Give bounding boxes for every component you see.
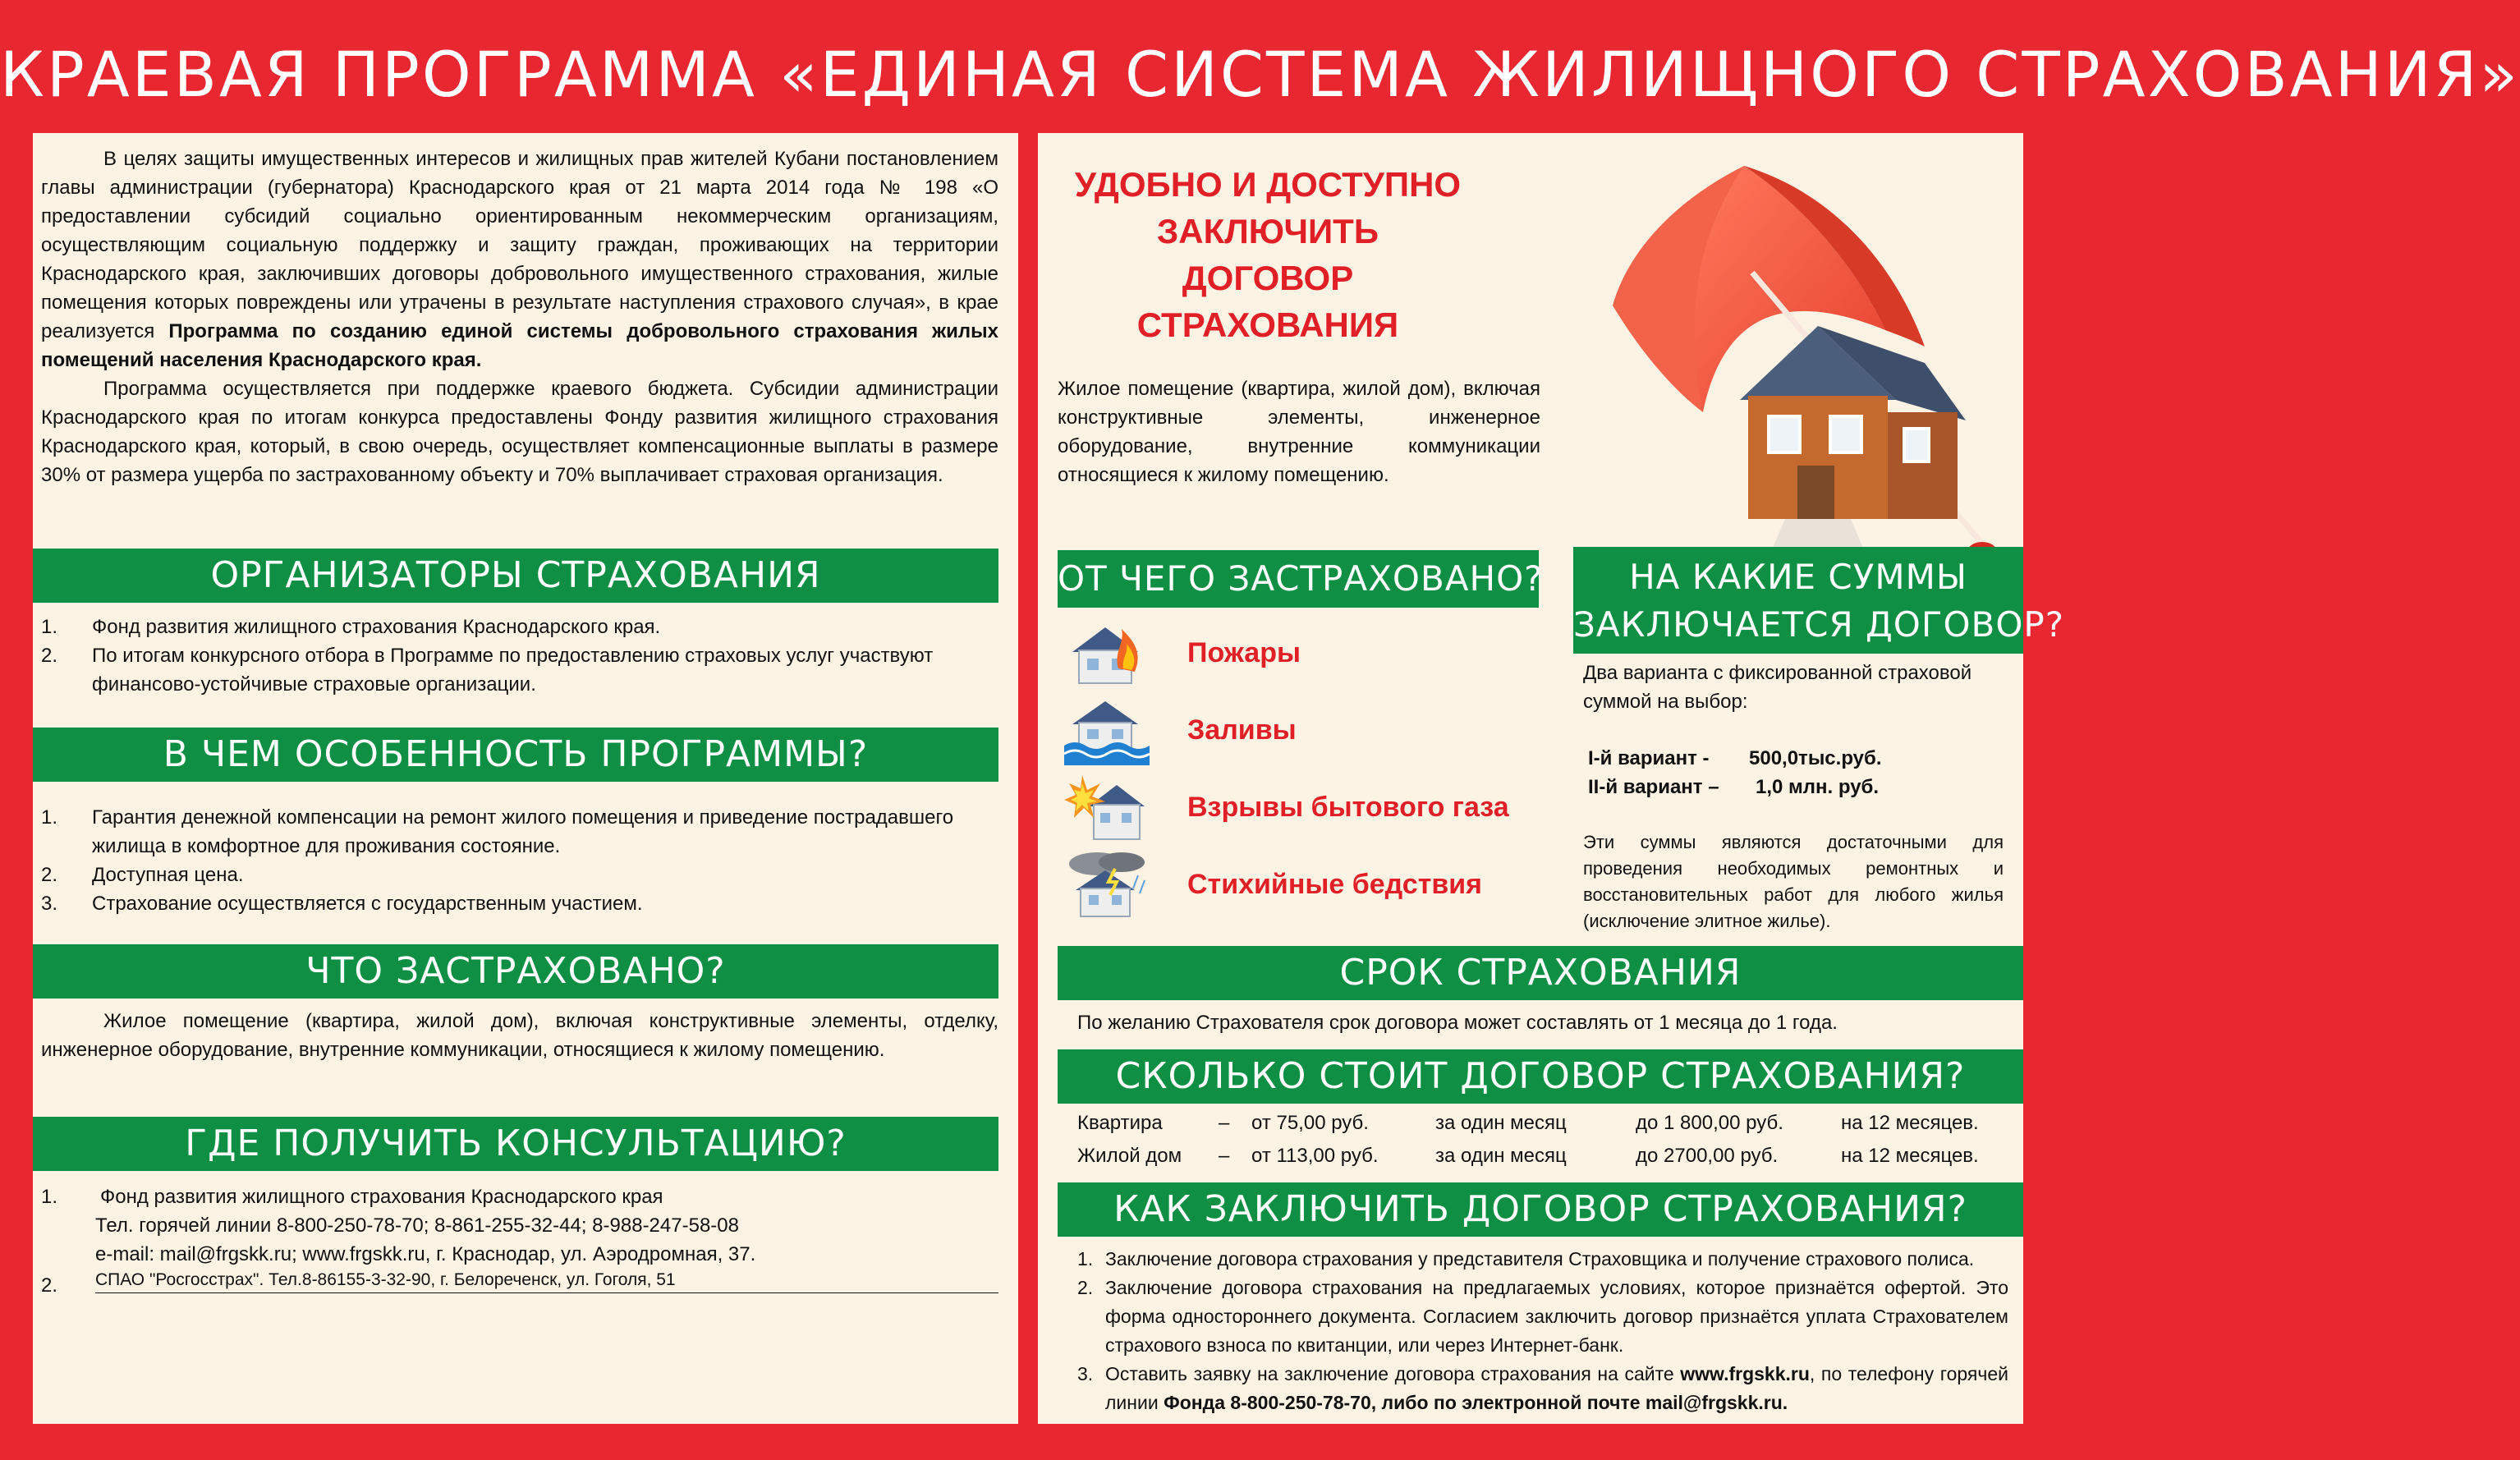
intro-text: В целях защиты имущественных интересов и жилищных прав жителей Кубани постановлением главы администрации (губернатора) Краснодарского края от 21 марта 2014 года № 198 «О предоставлении субсидий социально ориентированным некоммерческим организациям, осуществляющим социальную поддержку и защиту граждан, проживающих на территории Краснодарского края, заключивших договоры добровольного имущественного страхования, жилые помещения которых повреждены или утрачены в результате наступления страхового случая», в крае реализуется xyxy=(41,148,998,342)
list-text: Доступная цена. xyxy=(92,864,244,886)
cost-type: Квартира xyxy=(1077,1112,1163,1134)
consult-phones: Тел. горячей линии 8-800-250-78-70; 8-861-255-32-44; 8-988-247-58-08 xyxy=(95,1214,739,1237)
headline-line: ДОГОВОР xyxy=(1182,259,1354,297)
hazard-flood xyxy=(1064,696,1524,765)
consult-heading-text: ГДЕ ПОЛУЧИТЬ КОНСУЛЬТАЦИЮ? xyxy=(185,1123,847,1164)
term-text: По желанию Страхователя срок договора может составлять от 1 месяца до 1 года. xyxy=(1077,1012,1838,1034)
hazard-disaster xyxy=(1064,851,1524,920)
poster-title: КРАЕВАЯ ПРОГРАММА «ЕДИНАЯ СИСТЕМА ЖИЛИЩНОГО СТРАХОВАНИЯ» xyxy=(0,38,2520,111)
hazard-fire xyxy=(1064,619,1524,688)
sums-intro: Два варианта с фиксированной страховой суммой на выбор: xyxy=(1583,662,1972,713)
insured-heading-text: ЧТО ЗАСТРАХОВАНО? xyxy=(305,950,726,992)
list-number: 2. xyxy=(41,645,58,667)
howto-heading-text: КАК ЗАКЛЮЧИТЬ ДОГОВОР СТРАХОВАНИЯ? xyxy=(1113,1188,1967,1230)
insured-heading xyxy=(33,944,998,999)
hazard-label: Заливы xyxy=(1187,714,1297,746)
cost-dash: – xyxy=(1219,1112,1230,1134)
house-fire-icon xyxy=(1064,619,1150,688)
organizers-heading xyxy=(33,549,998,603)
list-item xyxy=(33,861,969,889)
cost-term: на 12 месяцев. xyxy=(1841,1112,1979,1134)
howto-heading xyxy=(1058,1182,2023,1237)
insured-paragraph: Жилое помещение (квартира, жилой дом), включая конструктивные элементы, отделку, инженерное оборудование, внутренние коммуникации, относящиеся к жилому помещению. xyxy=(41,1010,998,1061)
organizers-list xyxy=(33,613,969,699)
sums-note: Эти суммы являются достаточными для проведения необходимых ремонтных и восстановительных работ для любого жилья (исключение элитное жилье). xyxy=(1583,832,2004,931)
cost-type: Жилой дом xyxy=(1077,1145,1182,1167)
list-text: Заключение договора страхования на предлагаемых условиях, которое признаётся офертой. Это форма одностороннего документа. Согласием заключить договор признаётся уплата Страхователем страхового взноса по квитанции, или через Интернет-банк. xyxy=(1105,1277,2008,1356)
variant-label: I-й вариант - xyxy=(1588,747,1710,769)
list-item xyxy=(33,641,969,699)
cost-upto: до 1 800,00 руб. xyxy=(1636,1112,1783,1134)
consult-fund-name: Фонд развития жилищного страхования Краснодарского края xyxy=(100,1186,663,1208)
list-item xyxy=(1058,1274,2008,1360)
contact-bold-text: Фонда 8-800-250-78-70, либо по электронной почте mail@frgskk.ru. xyxy=(1164,1392,1788,1413)
list-item xyxy=(33,889,969,918)
list-number: 1. xyxy=(41,1186,58,1208)
list-item xyxy=(1058,1245,2008,1274)
list-number: 3. xyxy=(41,893,58,915)
list-number: 1. xyxy=(41,616,58,638)
headline xyxy=(1054,161,1481,348)
hazard-label: Взрывы бытового газа xyxy=(1187,792,1509,823)
cost-heading-text: СКОЛЬКО СТОИТ ДОГОВОР СТРАХОВАНИЯ? xyxy=(1115,1055,1966,1097)
headline-line: СТРАХОВАНИЯ xyxy=(1136,305,1399,344)
cost-dash: – xyxy=(1219,1145,1230,1167)
hazard-gas xyxy=(1064,774,1524,842)
features-heading-text: В ЧЕМ ОСОБЕННОСТЬ ПРОГРАММЫ? xyxy=(163,733,869,775)
features-heading xyxy=(33,728,998,782)
list-number: 1. xyxy=(1077,1248,1094,1269)
sums-heading xyxy=(1573,547,2065,654)
cost-period: за один месяц xyxy=(1435,1145,1567,1167)
list-item xyxy=(33,803,969,861)
list-number: 2. xyxy=(41,864,58,886)
consult-email: e-mail: mail@frgskk.ru; www.frgskk.ru, г. Краснодар, ул. Аэродромная, 37. xyxy=(95,1243,756,1265)
cost-heading xyxy=(1058,1049,2023,1104)
dwelling-paragraph: Жилое помещение (квартира, жилой дом), включая конструктивные элементы, инженерное оборудование, внутренние коммуникации относящиеся к жилому помещению. xyxy=(1058,378,1540,486)
list-text: По итогам конкурсного отбора в Программе по предоставлению страховых услуг участвуют финансово-устойчивые страховые организации. xyxy=(92,645,934,696)
hazard-label: Пожары xyxy=(1187,637,1301,668)
list-text: Гарантия денежной компенсации на ремонт жилого помещения и приведение пострадавшего жилища в комфортное для проживания состояние. xyxy=(92,806,954,857)
organizers-heading-text: ОРГАНИЗАТОРЫ СТРАХОВАНИЯ xyxy=(210,554,821,596)
term-heading xyxy=(1058,946,2023,1000)
headline-line: ЗАКЛЮЧИТЬ xyxy=(1156,212,1379,250)
variant-2 xyxy=(1588,773,2015,801)
list-item xyxy=(33,613,969,641)
cost-upto: до 2700,00 руб. xyxy=(1636,1145,1779,1167)
intro-paragraph xyxy=(41,145,998,374)
site-link[interactable]: www.frgskk.ru xyxy=(1680,1363,1810,1384)
term-heading-text: СРОК СТРАХОВАНИЯ xyxy=(1339,952,1742,994)
budget-paragraph: Программа осуществляется при поддержке краевого бюджета. Субсидии администрации Краснодарского края по итогам конкурса предоставлены Фонду развития жилищного страхования Краснодарского края, который, в свою очередь, осуществляет компенсационные выплаты в размере 30% от размера ущерба по застрахованному объекту и 70% выплачивает страховая организация. xyxy=(41,378,998,486)
house-flood-icon xyxy=(1064,696,1150,765)
right-panel xyxy=(1038,133,2065,1424)
list-text: Оставить заявку на заключение договора страхования на сайте xyxy=(1105,1363,1681,1384)
list-text: Фонд развития жилищного страхования Краснодарского края. xyxy=(92,616,661,638)
cost-from: от 75,00 руб. xyxy=(1251,1112,1369,1134)
cost-period: за один месяц xyxy=(1435,1112,1567,1134)
hazards-heading xyxy=(1058,550,1544,608)
list-text: Страхование осуществляется с государственным участием. xyxy=(92,893,643,915)
left-panel xyxy=(33,133,1018,1424)
cost-term: на 12 месяцев. xyxy=(1841,1145,1979,1167)
list-item xyxy=(1058,1360,2008,1417)
list-text: , по телефону горячей линии xyxy=(1105,1363,2008,1413)
consult-block xyxy=(33,1182,998,1297)
consult-heading xyxy=(33,1117,998,1171)
variant-value: 500,0тыс.руб. xyxy=(1749,747,1882,769)
cost-from: от 113,00 руб. xyxy=(1251,1145,1379,1167)
hazard-label: Стихийные бедствия xyxy=(1187,869,1482,900)
sums-variants xyxy=(1588,744,2015,801)
intro-bold-text: Программа по созданию единой системы добровольного страхования жилых помещений населения Краснодарского края. xyxy=(41,320,999,371)
features-list xyxy=(33,803,969,918)
variant-value: 1,0 млн. руб. xyxy=(1756,776,1880,798)
list-number: 2. xyxy=(1077,1277,1094,1298)
hazards-heading-text: ОТ ЧЕГО ЗАСТРАХОВАНО? xyxy=(1058,558,1544,599)
howto-list xyxy=(1058,1245,2008,1417)
headline-line: УДОБНО И ДОСТУПНО xyxy=(1074,165,1462,204)
list-number: 2. xyxy=(41,1274,58,1297)
sums-heading-line: НА КАКИЕ СУММЫ xyxy=(1629,557,1967,597)
variant-1 xyxy=(1588,744,2015,773)
house-storm-icon xyxy=(1064,851,1150,920)
house-explosion-icon xyxy=(1064,774,1150,842)
list-text: Заключение договора страхования у представителя Страховщика и получение страхового полиса. xyxy=(1105,1248,1975,1269)
sums-heading-line: ЗАКЛЮЧАЕТСЯ ДОГОВОР? xyxy=(1573,604,2065,645)
consult-rosgosstrakh: СПАО "Росгосстрах". Тел.8-86155-3-32-90, г. Белореченск, ул. Гоголя, 51 xyxy=(95,1268,998,1293)
list-number: 3. xyxy=(1077,1363,1094,1384)
variant-label: II-й вариант – xyxy=(1588,776,1719,798)
list-number: 1. xyxy=(41,806,58,829)
